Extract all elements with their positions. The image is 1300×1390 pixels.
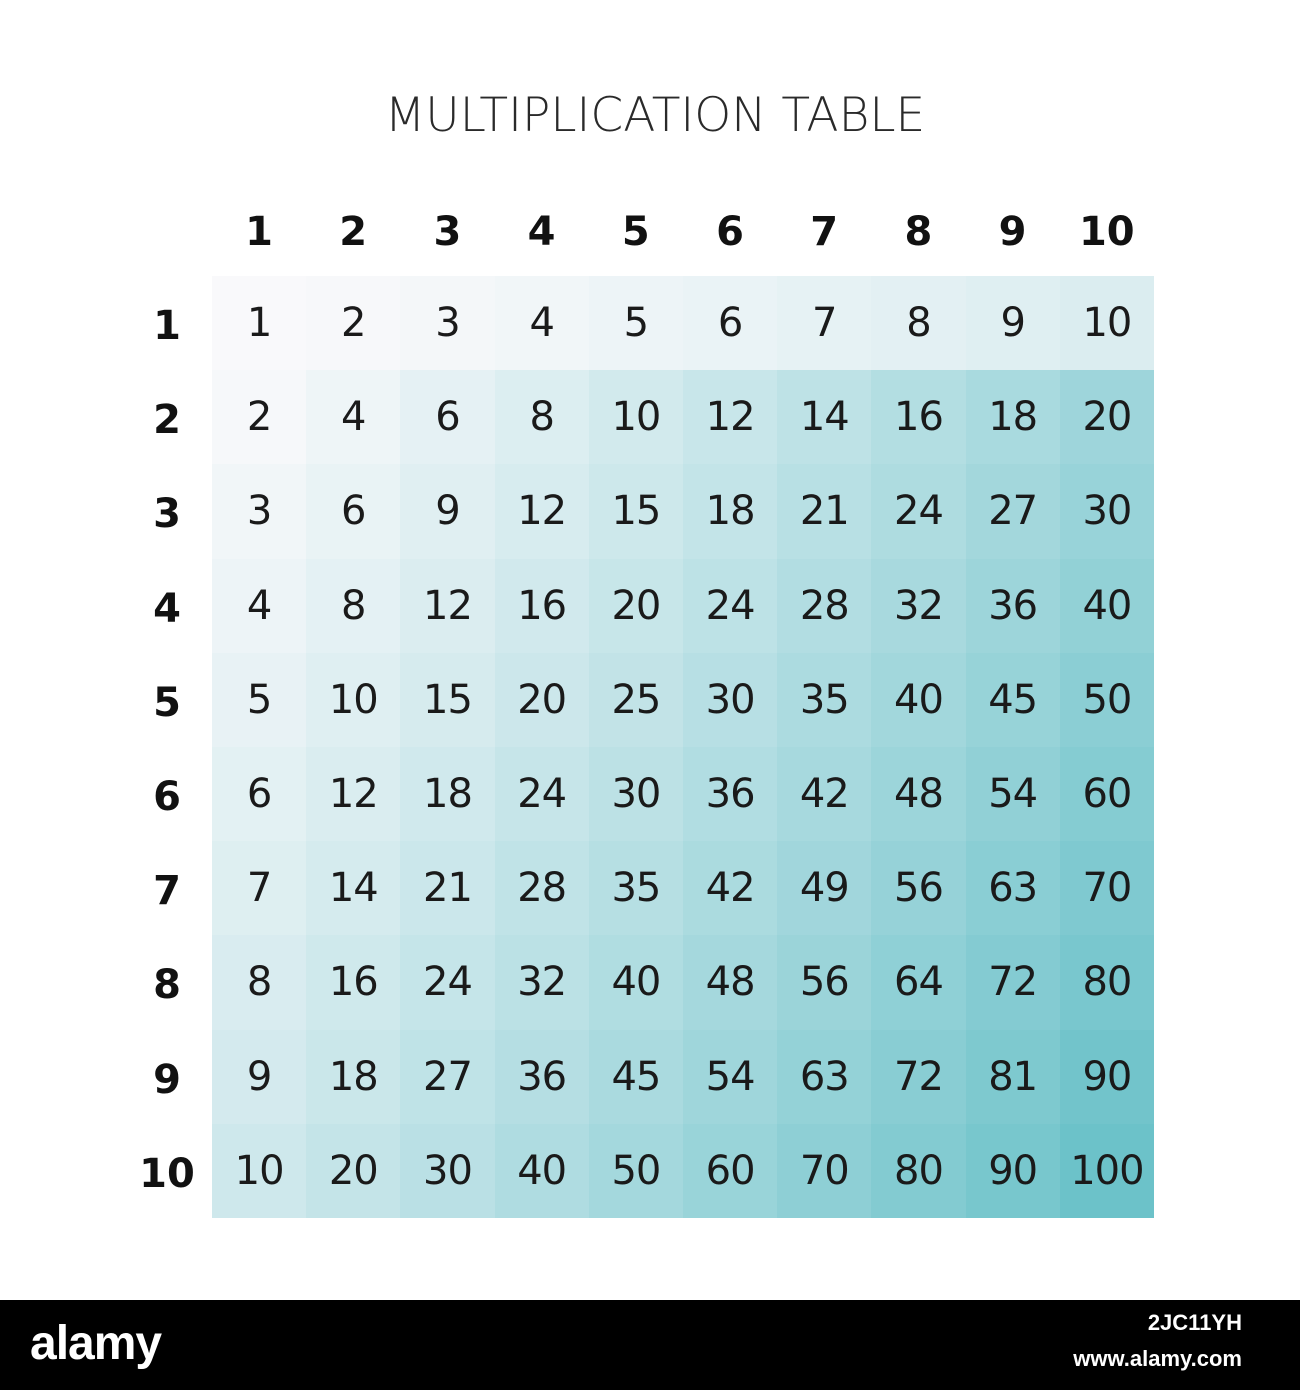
cell-7x1: 7 — [212, 841, 306, 935]
cell-9x1: 9 — [212, 1030, 306, 1124]
cell-8x7: 56 — [777, 935, 871, 1029]
cell-6x9: 54 — [966, 747, 1060, 841]
cell-9x3: 27 — [400, 1030, 494, 1124]
cell-10x3: 30 — [400, 1124, 494, 1218]
cell-3x3: 9 — [400, 464, 494, 558]
cell-10x5: 50 — [589, 1124, 683, 1218]
image-id: 2JC11YH — [1147, 1310, 1242, 1335]
watermark-footer — [0, 1300, 1300, 1390]
footer-url: www.alamy.com — [1073, 1346, 1242, 1371]
cell-9x8: 72 — [871, 1030, 965, 1124]
cell-6x1: 6 — [212, 747, 306, 841]
cell-7x6: 42 — [683, 841, 777, 935]
cell-9x2: 18 — [306, 1030, 400, 1124]
cell-2x10: 20 — [1060, 370, 1154, 464]
cell-10x2: 20 — [306, 1124, 400, 1218]
cell-4x8: 32 — [871, 559, 965, 653]
cell-3x10: 30 — [1060, 464, 1154, 558]
cell-5x6: 30 — [683, 653, 777, 747]
cell-9x4: 36 — [495, 1030, 589, 1124]
cell-8x6: 48 — [683, 935, 777, 1029]
cell-4x1: 4 — [212, 559, 306, 653]
cell-9x7: 63 — [777, 1030, 871, 1124]
cell-1x10: 10 — [1060, 276, 1154, 370]
column-header-5: 5 — [621, 209, 650, 255]
cell-8x2: 16 — [306, 935, 400, 1029]
cell-6x6: 36 — [683, 747, 777, 841]
cell-5x7: 35 — [777, 653, 871, 747]
cell-2x8: 16 — [871, 370, 965, 464]
cell-5x10: 50 — [1060, 653, 1154, 747]
cell-4x9: 36 — [966, 559, 1060, 653]
cell-10x7: 70 — [777, 1124, 871, 1218]
row-header-6: 6 — [153, 774, 181, 820]
row-header-1: 1 — [153, 303, 181, 349]
cell-1x5: 5 — [589, 276, 683, 370]
cell-4x5: 20 — [589, 559, 683, 653]
cell-4x6: 24 — [683, 559, 777, 653]
cell-2x3: 6 — [400, 370, 494, 464]
row-header-10: 10 — [139, 1150, 195, 1197]
cell-8x3: 24 — [400, 935, 494, 1029]
cell-5x2: 10 — [306, 653, 400, 747]
cell-2x9: 18 — [966, 370, 1060, 464]
row-header-8: 8 — [153, 962, 181, 1009]
cell-1x9: 9 — [966, 276, 1060, 370]
cell-10x6: 60 — [683, 1124, 777, 1218]
cell-3x7: 21 — [777, 464, 871, 558]
cell-1x7: 7 — [777, 276, 871, 370]
row-header-3: 3 — [153, 491, 181, 538]
cell-10x9: 90 — [966, 1124, 1060, 1218]
cell-1x4: 4 — [495, 276, 589, 370]
cell-8x4: 32 — [495, 935, 589, 1029]
cell-7x2: 14 — [306, 841, 400, 935]
column-header-2: 2 — [339, 209, 368, 255]
cell-2x1: 2 — [212, 370, 306, 464]
column-header-10: 10 — [1078, 209, 1135, 255]
column-header-8: 8 — [904, 209, 933, 255]
cell-1x2: 2 — [306, 276, 400, 370]
cell-3x9: 27 — [966, 464, 1060, 558]
cell-3x2: 6 — [306, 464, 400, 558]
cell-5x5: 25 — [589, 653, 683, 747]
cell-4x7: 28 — [777, 559, 871, 653]
chart-title: MULTIPLICATION TABLE — [384, 88, 926, 143]
cell-7x3: 21 — [400, 841, 494, 935]
cell-6x3: 18 — [400, 747, 494, 841]
cell-9x5: 45 — [589, 1030, 683, 1124]
cell-7x10: 70 — [1060, 841, 1154, 935]
cell-6x4: 24 — [495, 747, 589, 841]
row-header-9: 9 — [153, 1056, 181, 1103]
alamy-logo: alamy — [30, 1317, 162, 1370]
cell-7x5: 35 — [589, 841, 683, 935]
column-header-4: 4 — [527, 209, 556, 255]
cell-7x4: 28 — [495, 841, 589, 935]
cell-1x3: 3 — [400, 276, 494, 370]
cell-9x9: 81 — [966, 1030, 1060, 1124]
cell-3x8: 24 — [871, 464, 965, 558]
column-header-6: 6 — [716, 209, 744, 255]
multiplication-grid — [212, 276, 1154, 1218]
cell-4x2: 8 — [306, 559, 400, 653]
column-header-3: 3 — [433, 209, 462, 255]
cell-7x7: 49 — [777, 841, 871, 935]
cell-9x6: 54 — [683, 1030, 777, 1124]
cell-2x4: 8 — [495, 370, 589, 464]
cell-6x7: 42 — [777, 747, 871, 841]
cell-6x8: 48 — [871, 747, 965, 841]
cell-6x2: 12 — [306, 747, 400, 841]
cell-2x7: 14 — [777, 370, 871, 464]
row-header-4: 4 — [153, 585, 181, 632]
cell-2x2: 4 — [306, 370, 400, 464]
cell-7x8: 56 — [871, 841, 965, 935]
cell-10x1: 10 — [212, 1124, 306, 1218]
cell-5x3: 15 — [400, 653, 494, 747]
row-header-2: 2 — [153, 397, 181, 444]
cell-8x10: 80 — [1060, 935, 1154, 1029]
cell-5x9: 45 — [966, 653, 1060, 747]
cell-1x1: 1 — [212, 276, 306, 370]
cell-2x6: 12 — [683, 370, 777, 464]
column-header-9: 9 — [998, 209, 1027, 255]
cell-1x8: 8 — [871, 276, 965, 370]
cell-5x8: 40 — [871, 653, 965, 747]
cell-4x4: 16 — [495, 559, 589, 653]
cell-8x1: 8 — [212, 935, 306, 1029]
cell-1x6: 6 — [683, 276, 777, 370]
cell-5x4: 20 — [495, 653, 589, 747]
cell-8x5: 40 — [589, 935, 683, 1029]
cell-10x10: 100 — [1060, 1124, 1154, 1218]
cell-9x10: 90 — [1060, 1030, 1154, 1124]
cell-4x3: 12 — [400, 559, 494, 653]
cell-6x5: 30 — [589, 747, 683, 841]
cell-2x5: 10 — [589, 370, 683, 464]
cell-3x4: 12 — [495, 464, 589, 558]
cell-3x5: 15 — [589, 464, 683, 558]
row-header-7: 7 — [153, 868, 181, 915]
cell-3x6: 18 — [683, 464, 777, 558]
cell-10x4: 40 — [495, 1124, 589, 1218]
row-header-5: 5 — [153, 679, 181, 726]
cell-5x1: 5 — [212, 653, 306, 747]
cell-6x10: 60 — [1060, 747, 1154, 841]
cell-3x1: 3 — [212, 464, 306, 558]
cell-8x9: 72 — [966, 935, 1060, 1029]
column-header-1: 1 — [245, 209, 273, 255]
cell-7x9: 63 — [966, 841, 1060, 935]
column-header-7: 7 — [810, 209, 839, 255]
cell-4x10: 40 — [1060, 559, 1154, 653]
cell-8x8: 64 — [871, 935, 965, 1029]
cell-10x8: 80 — [871, 1124, 965, 1218]
